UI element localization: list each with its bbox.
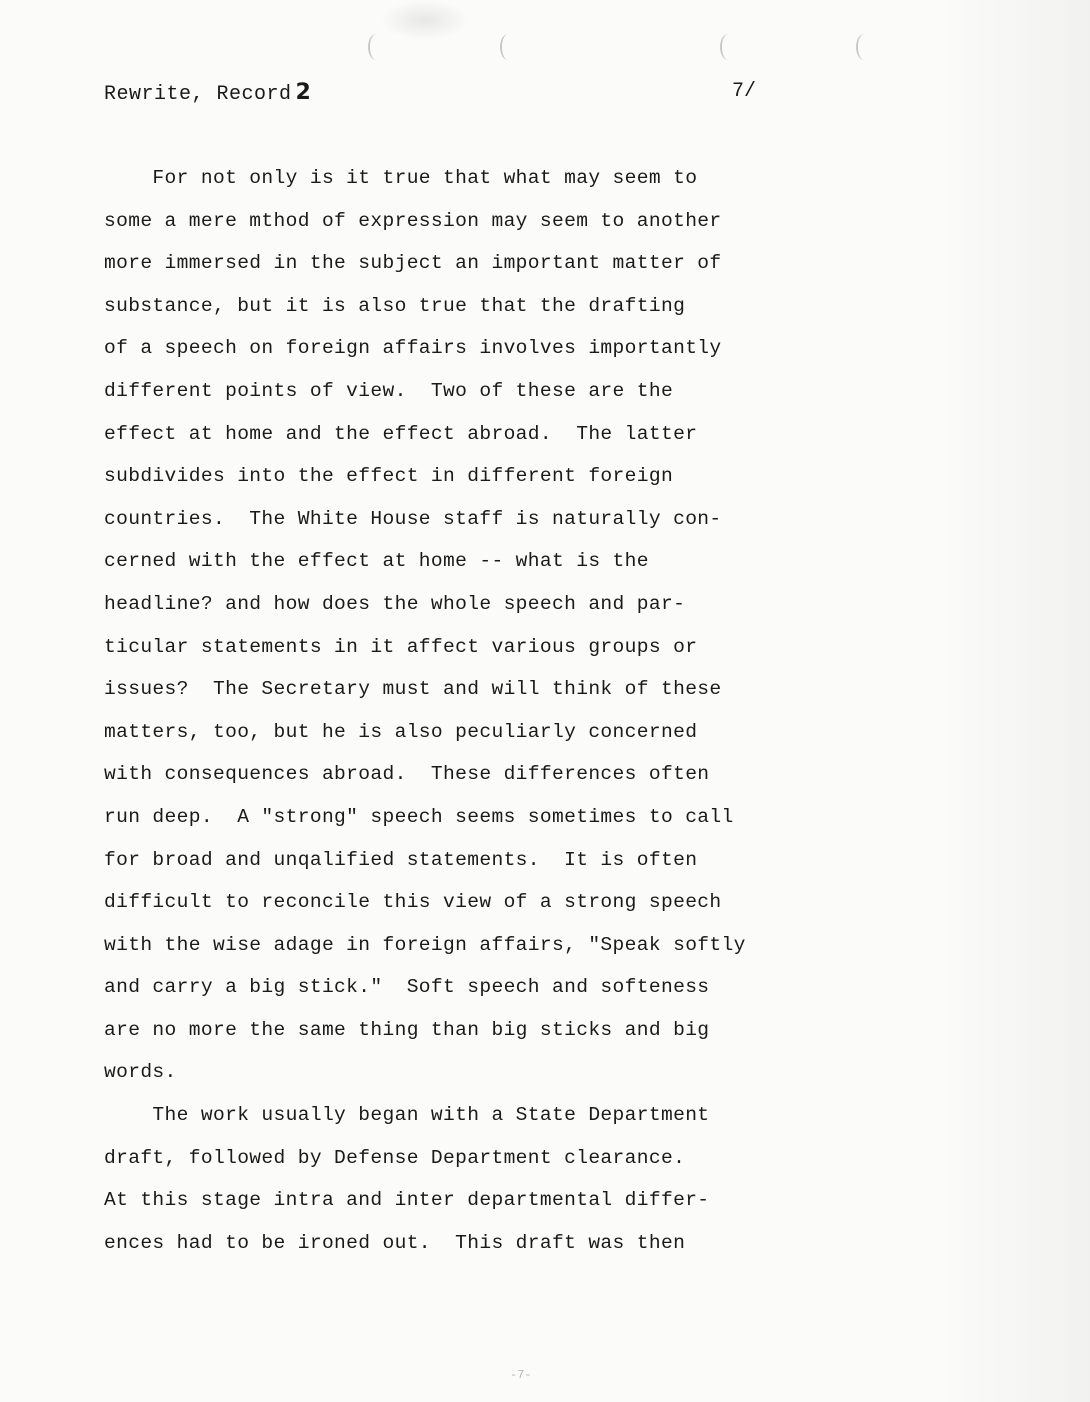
text-line: matters, too, but he is also peculiarly concerned <box>104 720 698 743</box>
text-line: substance, but it is also true that the drafting <box>104 294 686 317</box>
body-text <box>104 160 804 1267</box>
text-line: countries. The White House staff is naturally con- <box>104 507 722 530</box>
scan-edge-shadow <box>940 0 1090 1402</box>
text-line: some a mere mthod of expression may seem to another <box>104 209 722 232</box>
text-line: headline? and how does the whole speech and par- <box>104 592 686 615</box>
text-line: with the wise adage in foreign affairs, "Speak softly <box>104 933 746 956</box>
page-header <box>104 80 311 106</box>
text-line: run deep. A "strong" speech seems sometimes to call <box>104 805 734 828</box>
scan-shadow <box>380 0 470 40</box>
text-line: and carry a big stick." Soft speech and softeness <box>104 976 710 999</box>
text-line: different points of view. Two of these are the <box>104 379 674 402</box>
text-line: For not only is it true that what may seem to <box>104 167 698 189</box>
punch-mark <box>368 34 384 60</box>
text-line: for broad and unqalified statements. It is often <box>104 848 698 871</box>
text-line: more immersed in the subject an important matter of <box>104 252 722 275</box>
text-line: words. <box>104 1061 177 1084</box>
text-line: of a speech on foreign affairs involves importantly <box>104 337 722 360</box>
page-number: 7/ <box>732 80 757 103</box>
text-line: effect at home and the effect abroad. The latter <box>104 422 698 445</box>
punch-mark <box>720 34 736 60</box>
text-line: ticular statements in it affect various groups or <box>104 635 698 658</box>
footer-page-mark: -7- <box>510 1368 532 1382</box>
text-line: The work usually began with a State Department <box>104 1104 710 1127</box>
text-line: At this stage intra and inter departmental differ- <box>104 1189 710 1212</box>
text-line: subdivides into the effect in different foreign <box>104 465 674 488</box>
text-line: with consequences abroad. These differences often <box>104 763 710 786</box>
handwritten-record-number: 2 <box>295 80 312 105</box>
text-line: cerned with the effect at home -- what is the <box>104 550 649 573</box>
text-line: difficult to reconcile this view of a strong speech <box>104 891 722 914</box>
punch-mark <box>856 34 872 60</box>
text-line: ences had to be ironed out. This draft was then <box>104 1231 686 1254</box>
header-label: Rewrite, Record <box>104 83 292 106</box>
punch-mark <box>500 34 516 60</box>
text-line: draft, followed by Defense Department clearance. <box>104 1146 686 1169</box>
text-line: are no more the same thing than big sticks and big <box>104 1018 710 1041</box>
text-line: issues? The Secretary must and will think of these <box>104 678 722 701</box>
